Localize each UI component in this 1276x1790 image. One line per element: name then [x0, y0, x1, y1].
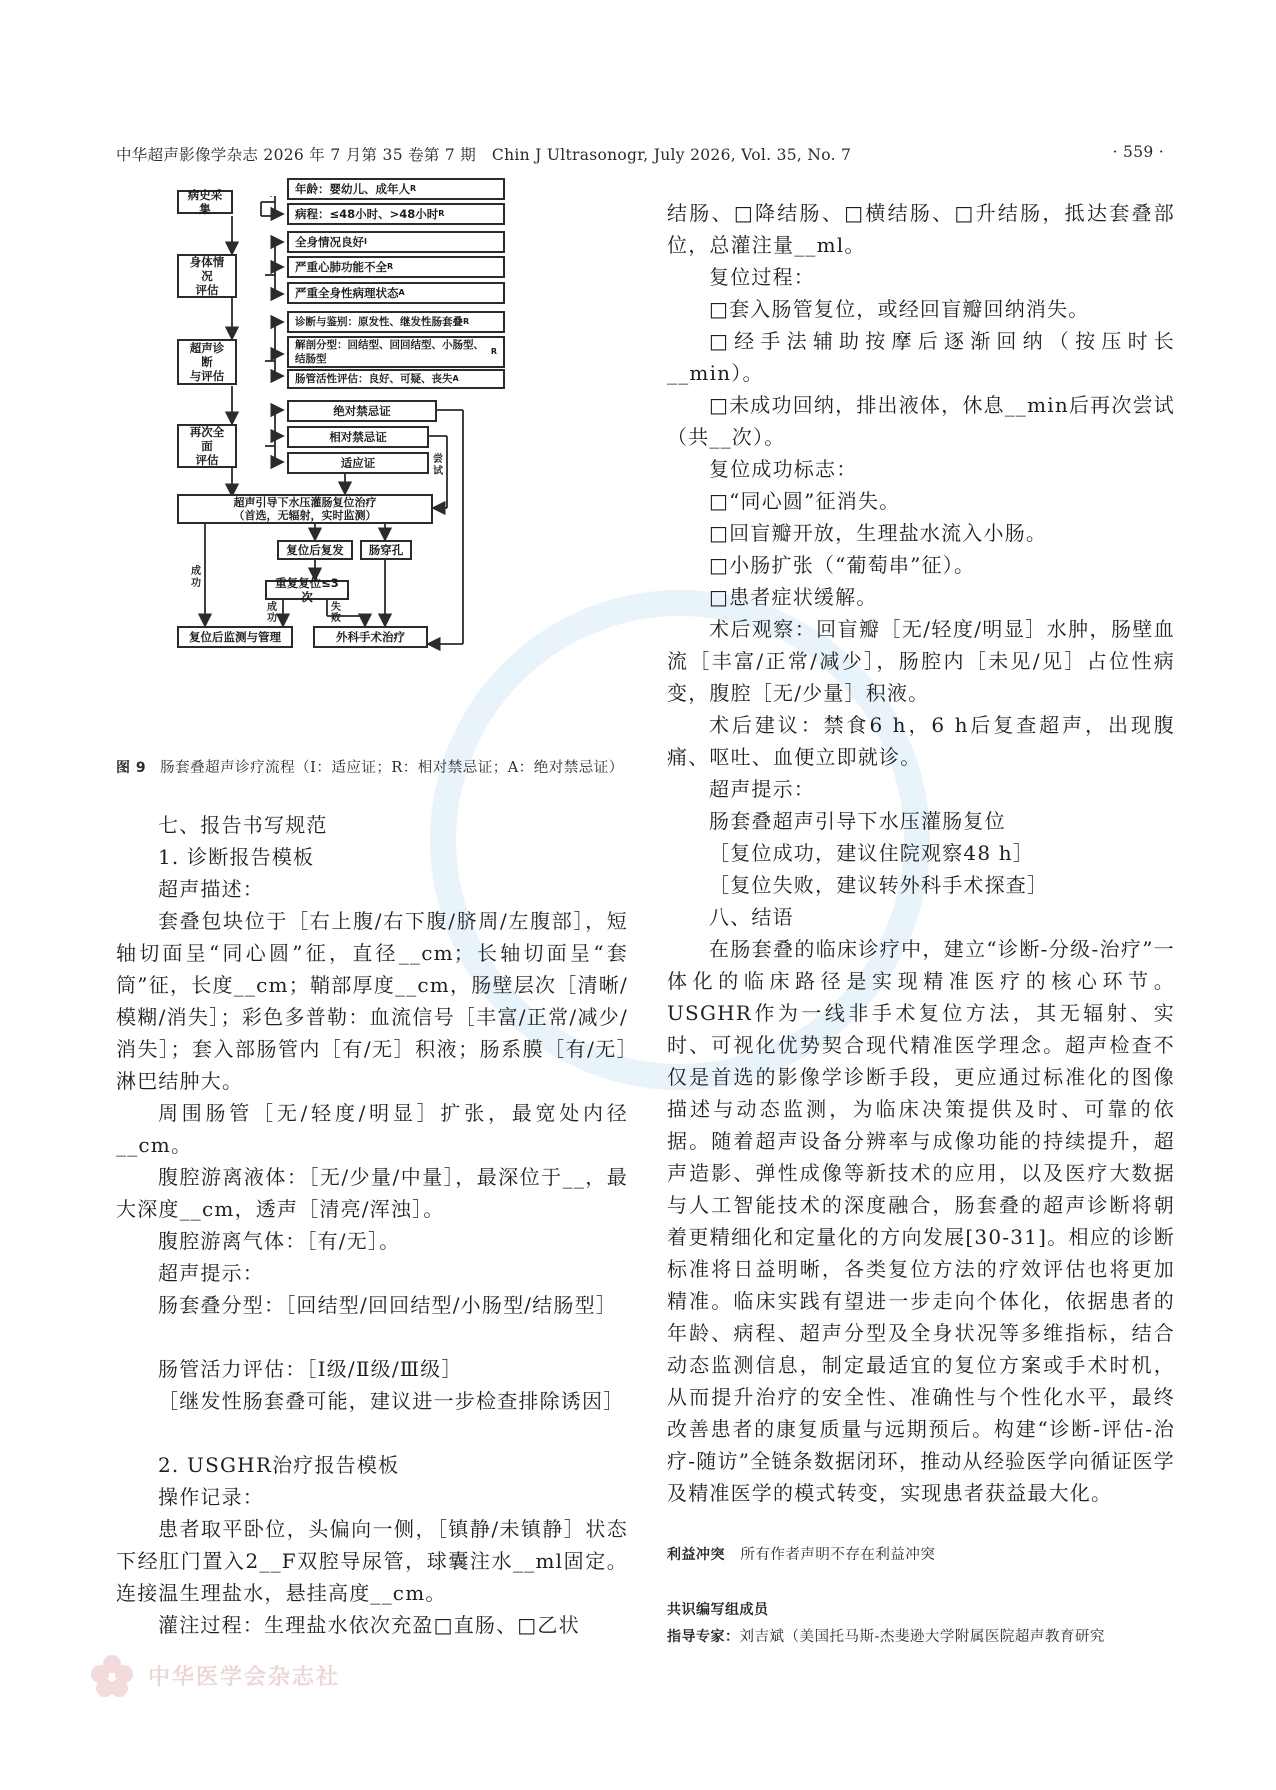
para-post-advice: 术后建议：禁食6 h，6 h后复查超声，出现腹痛、呕吐、血便立即就诊。 — [667, 713, 1175, 769]
node-treat: 超声引导下水压灌肠复位治疗 （首选，无辐射，实时监测） — [177, 494, 433, 524]
figure-9-flowchart — [187, 182, 535, 744]
publisher-logo — [82, 1650, 642, 1700]
node-history: 病史采集 — [177, 190, 233, 214]
section-heading-7: 七、报告书写规范 — [158, 813, 328, 837]
para-secondary: ［继发性肠套叠可能，建议进一步检查排除诱因］ — [158, 1389, 625, 1413]
node-ind: 适应证 — [287, 452, 429, 474]
label-us-impression-2: 超声提示： — [709, 777, 815, 801]
members-expert: 指导专家：刘吉斌（美国托马斯-杰斐逊大学附属医院超声教育研究 — [667, 1629, 1105, 1645]
node-course: 病程：≤48小时、>48小时 R — [287, 203, 505, 225]
publisher-name: 中华医学会杂志社 — [148, 1664, 341, 1690]
para-conclusion: 在肠套叠的临床诊疗中，建立“诊断-分级-治疗”一体化的临床路径是实现精准医疗的核心环节。USGHR作为一线非手术复位方法，其无辐射、实时、可视化优势契合现代精准医学理念。超声检查不仅是首选的影像学诊断手段，更应通过标准化的图像描述与动态监测，为临床决策提供及时、可靠的依据。随着超声设备分辨率与成像功能的持续提升，超声造影、弹性成像等新技术的应用，以及医疗大数据与人工智能技术的深度融合，肠套叠的超声诊断将朝着更精细化和定量化的方向发展[30-31]。相应的诊断标准将日益明晰，各类复位方法的疗效评估也将更加精准。临床实践有望进一步走向个体化，依据患者的年龄、病程、超声分型及全身状况等多维指标，结合动态监测信息，制定最适宜的复位方案或手术时机，从而提升治疗的安全性、准确性与个性化水平，最终改善患者的康复质量与远期预后。构建“诊断-评估-治疗-随访”全链条数据闭环，推动从经验医学向循证医学及精准医学的模式转变，实现患者获益最大化。 — [667, 937, 1175, 1505]
para-free-fluid: 腹腔游离液体：［无/少量/中量］，最深位于__，最大深度__cm，透声［清亮/浑浊］。 — [116, 1165, 628, 1221]
label-success: 成功 — [191, 566, 201, 589]
para-typing: 肠套叠分型：［回结型/回回结型/小肠型/结肠型］ — [158, 1293, 618, 1317]
item-reduction-3: □未成功回纳，排出液体，休息__min后再次尝试（共__次）。 — [667, 393, 1175, 449]
para-post-observation: 术后观察：回盲瓣［无/轻度/明显］水肿，肠壁血流［丰富/正常/减少］，肠腔内［未见/见］占位性病变，腹腔［无/少量］积液。 — [667, 617, 1175, 705]
node-us-eval: 超声诊断 与评估 — [177, 339, 237, 385]
node-perf: 肠穿孔 — [360, 540, 412, 560]
figure-caption: 图 9 肠套叠超声诊疗流程（I：适应证；R：相对禁忌证；A：绝对禁忌证） — [116, 760, 624, 776]
label-us-description: 超声描述： — [158, 877, 264, 901]
impression-success: ［复位成功，建议住院观察48 h］ — [709, 841, 1035, 865]
node-cardio: 严重心肺功能不全 R — [287, 256, 505, 278]
page-number: · 559 · — [1112, 143, 1164, 161]
para-operation: 患者取平卧位，头偏向一侧，［镇静/未镇静］状态下经肛门置入2__F双腔导尿管，球囊注水__ml固定。连接温生理盐水，悬挂高度__cm。 — [116, 1517, 628, 1605]
members-title: 共识编写组成员 — [667, 1602, 769, 1618]
para-perfusion-start: 灌注过程：生理盐水依次充盈□直肠、□乙状 — [158, 1613, 580, 1637]
para-perfusion-cont: 结肠、□降结肠、□横结肠、□升结肠，抵达套叠部位，总灌注量__ml。 — [667, 201, 1175, 257]
node-abs: 绝对禁忌证 — [287, 400, 437, 422]
journal-citation: 中华超声影像学杂志 2026 年 7 月第 35 卷第 7 期 Chin J Ultrasonogr, July 2026, Vol. 35, No. 7 — [116, 146, 852, 164]
label-operation-record: 操作记录： — [158, 1485, 264, 1509]
conflict-of-interest: 利益冲突 所有作者声明不存在利益冲突 — [667, 1547, 936, 1563]
node-recur: 复位后复发 — [277, 540, 353, 560]
node-rel: 相对禁忌证 — [287, 426, 429, 448]
node-general: 全身情况良好 I — [287, 231, 505, 253]
label-reduction-process: 复位过程： — [709, 265, 815, 289]
flower-logo-icon — [82, 1650, 142, 1700]
node-diag: 诊断与鉴别：原发性、继发性肠套叠 R — [287, 311, 505, 333]
label-success-2: 成功 — [267, 602, 277, 624]
item-reduction-1: □套入肠管复位，或经回盲瓣回纳消失。 — [709, 297, 1090, 321]
node-body: 身体情况 评估 — [177, 254, 237, 298]
node-vital: 肠管活性评估：良好、可疑、丧失 A — [287, 369, 505, 389]
node-reeval: 再次全面 评估 — [177, 424, 237, 468]
running-header — [116, 143, 1176, 167]
item-reduction-2: □经手法辅助按摩后逐渐回纳（按压时长__min）。 — [667, 329, 1175, 385]
impression-failure: ［复位失败，建议转外科手术探查］ — [709, 873, 1049, 897]
impression-line: 肠套叠超声引导下水压灌肠复位 — [709, 809, 1006, 833]
label-success-signs: 复位成功标志： — [709, 457, 858, 481]
node-systemic: 严重全身性病理状态 A — [287, 282, 505, 304]
label-fail: 失败 — [331, 602, 341, 624]
node-monitor: 复位后监测与管理 — [177, 626, 293, 648]
label-try: 尝试 — [433, 454, 443, 477]
sign-2: □回盲瓣开放，生理盐水流入小肠。 — [709, 521, 1048, 545]
para-mass-description: 套叠包块位于［右上腹/右下腹/脐周/左腹部］，短轴切面呈“同心圆”征，直径__cm；长轴切面呈“套筒”征，长度__cm；鞘部厚度__cm，肠壁层次［清晰/模糊/消失］；彩色多普勒：血流信号［丰富/正常/减少/消失］；套入部肠管内［有/无］积液；肠系膜［有/无］淋巴结肿大。 — [116, 909, 628, 1093]
para-free-gas: 腹腔游离气体：［有/无］。 — [158, 1229, 401, 1253]
para-viability: 肠管活力评估：［Ⅰ级/Ⅱ级/Ⅲ级］ — [158, 1357, 463, 1381]
node-repeat: 重复复位≤3次 — [265, 580, 349, 600]
subheading-diagnosis-template: 1. 诊断报告模板 — [158, 845, 315, 869]
node-age: 年龄：婴幼儿、成年人 R — [287, 178, 505, 200]
node-surgery: 外科手术治疗 — [313, 626, 428, 648]
node-anat: 解剖分型：回结型、回回结型、小肠型、结肠型 R — [287, 336, 505, 368]
sign-3: □小肠扩张（“葡萄串”征）。 — [709, 553, 976, 577]
label-us-impression: 超声提示： — [158, 1261, 264, 1285]
sign-1: □“同心圆”征消失。 — [709, 489, 901, 513]
section-heading-8: 八、结语 — [709, 905, 794, 929]
subheading-usghr-template: 2. USGHR治疗报告模板 — [158, 1453, 400, 1477]
para-bowel-dilation: 周围肠管［无/轻度/明显］扩张，最宽处内径__cm。 — [116, 1101, 628, 1157]
sign-4: □患者症状缓解。 — [709, 585, 878, 609]
